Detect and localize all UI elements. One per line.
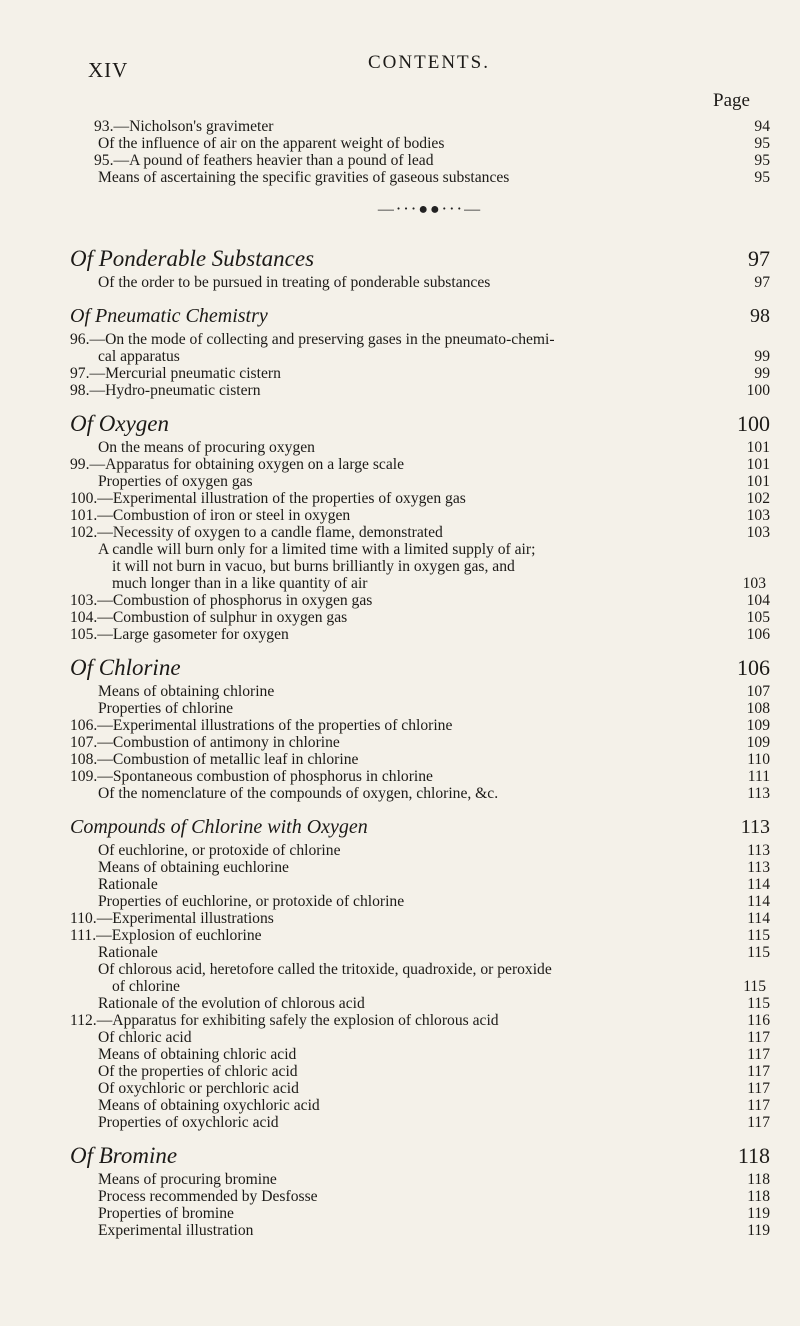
toc-entry-page: 106 [746,626,770,643]
toc-entry [70,768,770,785]
toc-entry-page: 95 [754,169,770,186]
section-heading [70,409,770,439]
toc-entry-page: 95 [754,152,770,169]
toc-entry-text: Properties of oxychloric acid [98,1114,279,1131]
toc-entry-page: 102 [746,490,770,507]
toc-entry [70,734,770,751]
toc-entry-text: Rationale [98,944,158,961]
toc-entry [70,683,770,700]
toc-entry [70,382,770,399]
toc-entry-text: On the means of procuring oxygen [98,439,315,456]
toc-entry-page: 117 [747,1097,770,1114]
toc-entry-page: 113 [747,785,770,802]
toc-entry [70,365,770,382]
toc-entry [70,751,770,768]
toc-entry [70,1188,770,1205]
page-column-label: Page [713,90,750,111]
toc-entry-text: Rationale of the evolution of chlorous acid [98,995,365,1012]
toc-entry [70,1222,770,1239]
toc-entry-page: 95 [754,135,770,152]
toc-entry-text: Of chlorous acid, heretofore called the tritoxide, quadroxide, or peroxide [98,961,552,978]
toc-entry-wrapped [70,961,770,995]
toc-entry-text: Properties of chlorine [98,700,234,717]
toc-entry [70,927,770,944]
toc-entry [70,1114,770,1131]
toc-entry-page: 114 [747,893,770,910]
toc-content [70,118,770,1239]
toc-entry-text: Means of obtaining oxychloric acid [98,1097,320,1114]
toc-entry-page: 101 [746,456,770,473]
toc-entry-text: Of chloric acid [98,1029,192,1046]
toc-entry-page: 114 [747,876,770,893]
toc-entry-page: 115 [747,995,770,1012]
toc-entry-text: Of the nomenclature of the compounds of oxygen, chlorine, &c. [98,785,499,802]
toc-entry [70,274,770,291]
toc-entry-page: 117 [747,1114,770,1131]
toc-entry-text: much longer than in a like quantity of air [112,575,368,592]
toc-entry-text: 103.—Combustion of phosphorus in oxygen gas [70,592,373,609]
toc-entry-page: 115 [743,978,766,995]
toc-entry [70,842,770,859]
toc-entry-text: 108.—Combustion of metallic leaf in chlorine [70,751,359,768]
toc-entry [70,1205,770,1222]
toc-entry [70,785,770,802]
toc-entry-text: 99.—Apparatus for obtaining oxygen on a large scale [70,456,405,473]
toc-entry [70,135,770,152]
toc-entry-text: Of euchlorine, or protoxide of chlorine [98,842,341,859]
toc-entry-page: 103 [746,524,770,541]
toc-entry [70,524,770,541]
ornament-divider: —⋅⋅⋅●●⋅⋅⋅— [377,201,483,218]
toc-entry-page: 114 [747,910,770,927]
toc-entry-text: Means of obtaining euchlorine [98,859,289,876]
toc-entry-text: 112.—Apparatus for exhibiting safely the explosion of chlorous acid [70,1012,499,1029]
toc-entry-page: 116 [747,1012,770,1029]
toc-entry [70,169,770,186]
toc-entry [70,910,770,927]
toc-entry [70,1080,770,1097]
page-roman-numeral: XIV [88,58,129,82]
toc-entry [70,700,770,717]
toc-entry-text: 97.—Mercurial pneumatic cistern [70,365,281,382]
toc-entry [70,507,770,524]
toc-entry [70,592,770,609]
toc-entry [70,456,770,473]
toc-entry-page: 105 [746,609,770,626]
toc-entry [70,944,770,961]
section-title: Compounds of Chlorine with Oxygen [70,816,368,838]
toc-entry-text: 102.—Necessity of oxygen to a candle flame, demonstrated [70,524,443,541]
toc-entry-page: 103 [746,507,770,524]
toc-entry-text: 98.—Hydro-pneumatic cistern [70,382,261,399]
toc-entry-page: 117 [747,1063,770,1080]
toc-entry-page: 115 [747,927,770,944]
toc-entry-text: 109.—Spontaneous combustion of phosphorus in chlorine [70,768,433,785]
section-heading [70,301,770,331]
toc-entry-page: 117 [747,1029,770,1046]
toc-entry [70,1012,770,1029]
toc-entry-text: 100.—Experimental illustration of the properties of oxygen gas [70,490,466,507]
toc-entry [70,1046,770,1063]
toc-entry-page: 111 [747,768,770,785]
toc-entry-page: 101 [746,439,770,456]
toc-entry-page: 113 [747,842,770,859]
section-heading [70,1141,770,1171]
toc-entry-text: 107.—Combustion of antimony in chlorine [70,734,340,751]
toc-entry-page: 103 [742,575,766,592]
toc-entry-text: 110.—Experimental illustrations [70,910,274,927]
toc-entry-continuation [70,348,770,365]
toc-entry-text: 93.—Nicholson's gravimeter [94,118,274,135]
toc-entry [70,439,770,456]
toc-entry [70,717,770,734]
toc-entry-text: Rationale [98,876,158,893]
section-page: 97 [748,246,770,271]
toc-entry-page: 115 [747,944,770,961]
section-title: Of Pneumatic Chemistry [70,305,268,327]
toc-entry-page: 117 [747,1046,770,1063]
section-heading [70,812,770,842]
toc-entry-text: 104.—Combustion of sulphur in oxygen gas [70,609,348,626]
section-title: Of Ponderable Substances [70,246,315,271]
section-page: 98 [750,305,770,327]
section-page: 118 [737,1143,770,1168]
section-page: 106 [737,655,770,680]
toc-entry [70,876,770,893]
toc-entry-text: 95.—A pound of feathers heavier than a pound of lead [94,152,434,169]
toc-entry-page: 99 [754,365,770,382]
toc-entry [70,893,770,910]
toc-entry-text: Of oxychloric or perchloric acid [98,1080,299,1097]
section-heading [70,244,770,274]
toc-entry-wrapped [70,541,770,592]
toc-entry-text: 105.—Large gasometer for oxygen [70,626,289,643]
toc-entry-text: 106.—Experimental illustrations of the properties of chlorine [70,717,453,734]
toc-entry-text: Properties of oxygen gas [98,473,253,490]
toc-entry-page: 113 [747,859,770,876]
toc-entry-text: Properties of euchlorine, or protoxide of chlorine [98,893,405,910]
toc-entry [70,1029,770,1046]
toc-entry [70,1097,770,1114]
toc-entry-page: 118 [747,1188,770,1205]
toc-entry-text: Means of obtaining chlorine [98,683,275,700]
toc-entry-page: 119 [747,1222,770,1239]
toc-entry [70,473,770,490]
toc-entry-page: 109 [746,717,770,734]
section-title: Of Bromine [70,1143,178,1168]
toc-entry-text: Of the influence of air on the apparent weight of bodies [98,135,445,152]
section-title: Of Oxygen [70,411,169,436]
toc-entry [70,626,770,643]
toc-entry-text: Experimental illustration [98,1222,254,1239]
toc-entry-text: Process recommended by Desfosse [98,1188,318,1205]
section-page: 113 [740,816,770,838]
toc-entry-page: 107 [746,683,770,700]
toc-entry [70,490,770,507]
toc-entry-text: Means of procuring bromine [98,1171,277,1188]
toc-entry-page: 100 [746,382,770,399]
toc-entry-text: of chlorine [112,978,180,995]
toc-entry-page: 108 [746,700,770,717]
toc-entry [70,331,770,348]
toc-entry [70,995,770,1012]
toc-entry-text: 96.—On the mode of collecting and preserving gases in the pneumato-chemi- [70,331,555,348]
toc-entry-page: 99 [754,348,770,365]
toc-entry [70,1171,770,1188]
toc-entry-page: 101 [746,473,770,490]
toc-entry-page: 119 [747,1205,770,1222]
toc-entry-text: 111.—Explosion of euchlorine [70,927,262,944]
toc-entry-page: 117 [747,1080,770,1097]
toc-entry-page: 110 [747,751,770,768]
toc-entry-text: Of the properties of chloric acid [98,1063,298,1080]
toc-entry-text: A candle will burn only for a limited time with a limited supply of air; [98,541,536,558]
toc-entry-page: 118 [747,1171,770,1188]
toc-entry-page: 94 [754,118,770,135]
toc-entry-text: it will not burn in vacuo, but burns brilliantly in oxygen gas, and [112,558,515,575]
section-title: Of Chlorine [70,655,181,680]
toc-entry-text: Means of obtaining chloric acid [98,1046,297,1063]
toc-entry-text: Means of ascertaining the specific gravities of gaseous substances [98,169,510,186]
toc-entry [70,1063,770,1080]
section-page: 100 [737,411,770,436]
toc-entry-text: Properties of bromine [98,1205,234,1222]
section-heading [70,653,770,683]
toc-entry [70,118,770,135]
toc-entry-text: Of the order to be pursued in treating of ponderable substances [98,274,491,291]
toc-entry [70,609,770,626]
toc-entry-page: 104 [746,592,770,609]
toc-entry [70,859,770,876]
toc-entry-text: cal apparatus [98,348,180,365]
toc-entry-page: 97 [754,274,770,291]
page-title: CONTENTS. [368,52,490,73]
toc-entry [70,152,770,169]
toc-entry-page: 109 [746,734,770,751]
toc-entry-text: 101.—Combustion of iron or steel in oxygen [70,507,351,524]
